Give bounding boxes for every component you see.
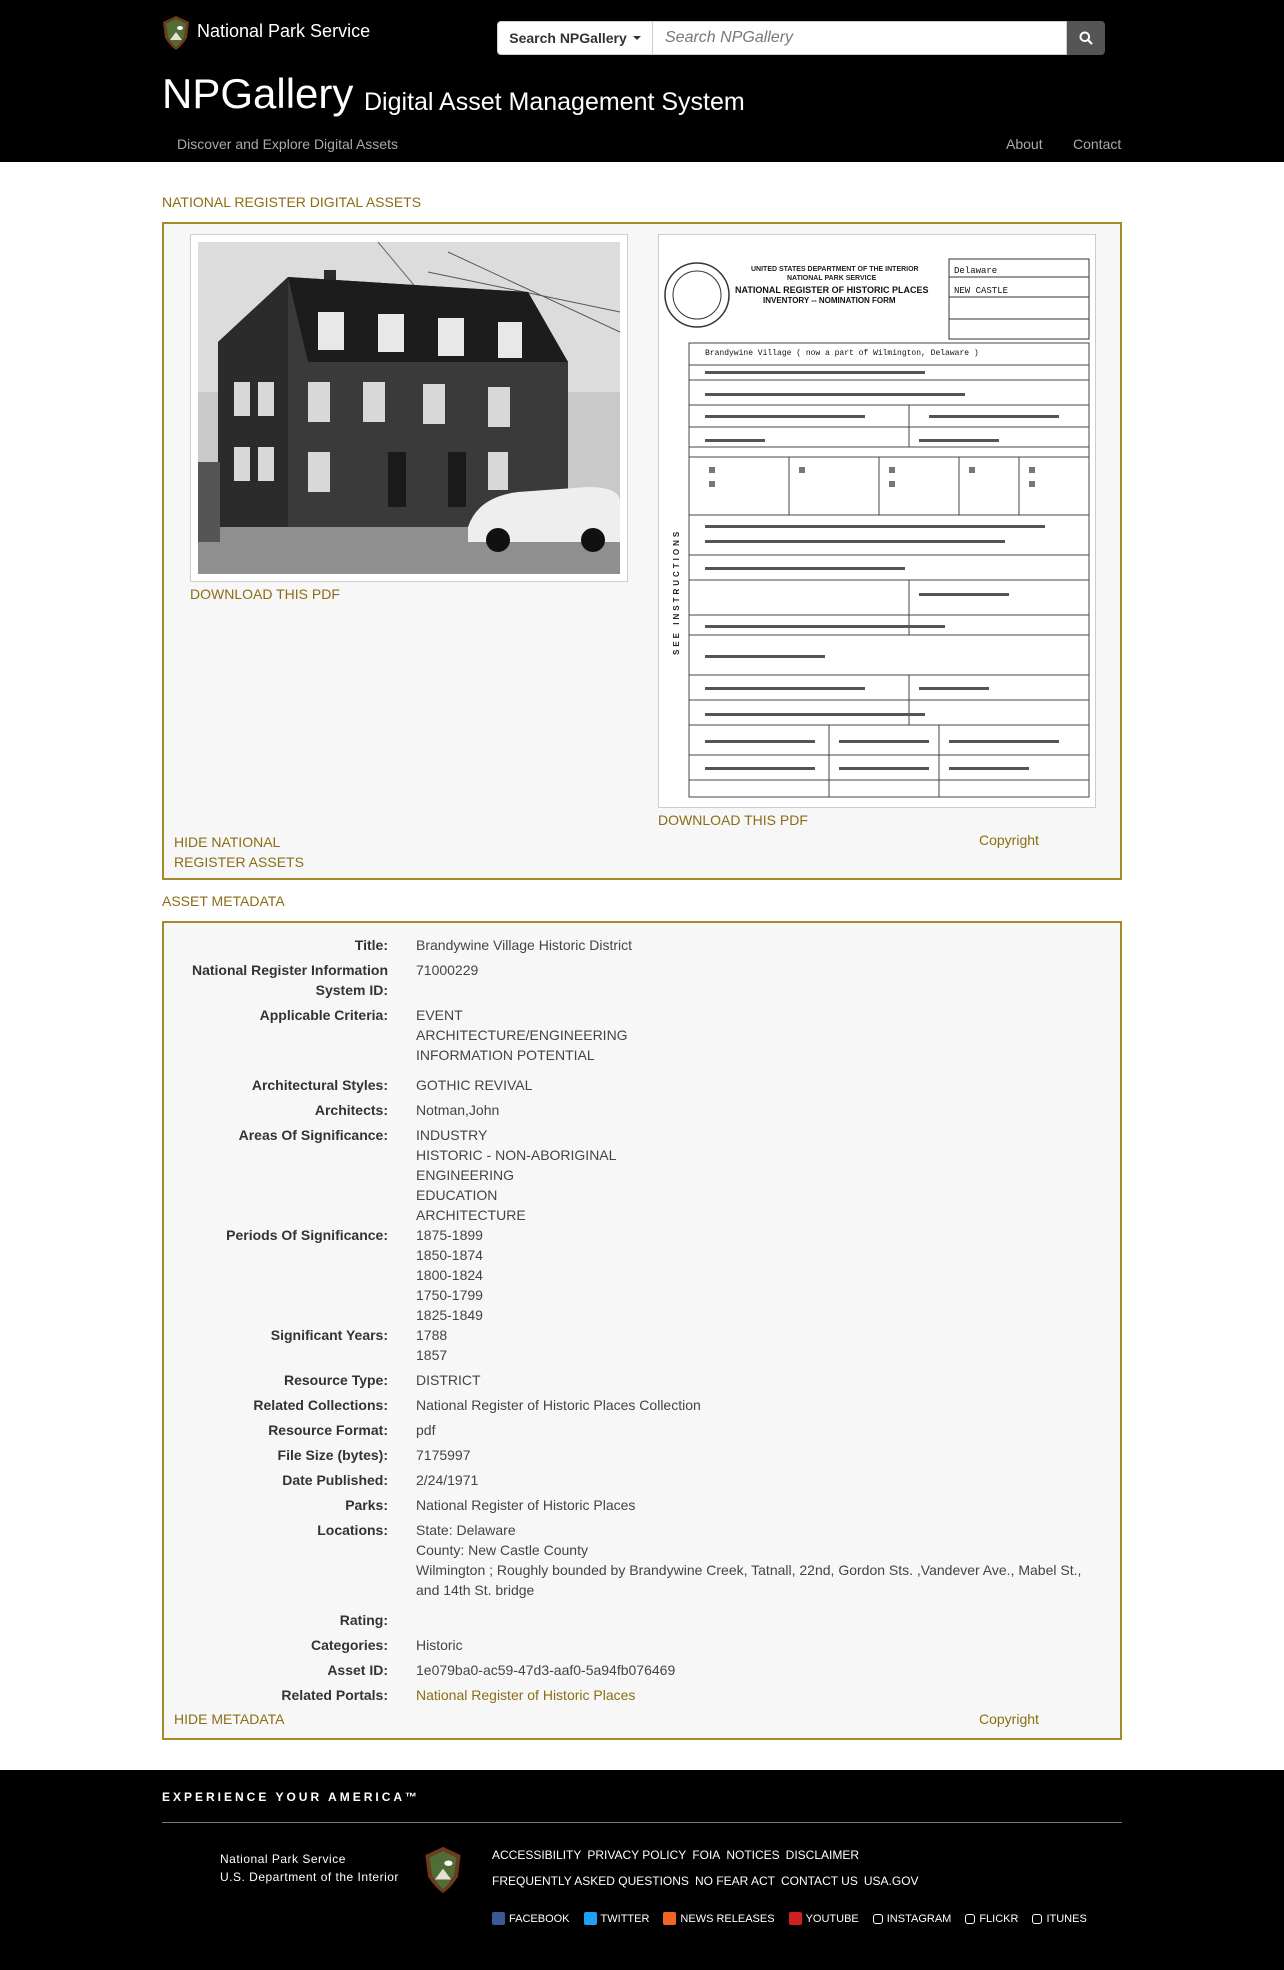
metadata-label: Locations: — [317, 1522, 388, 1538]
doc-state-value: Delaware — [954, 266, 998, 276]
metadata-value — [416, 1495, 1106, 1515]
social-label: FLICKR — [979, 1912, 1019, 1925]
metadata-value-line: pdf — [416, 1422, 436, 1438]
metadata-label: Periods Of Significance: — [226, 1227, 388, 1243]
search-input[interactable] — [653, 21, 1067, 55]
footer-link-no-fear-act[interactable]: NO FEAR ACT — [694, 1874, 775, 1888]
social-label: ITUNES — [1046, 1912, 1087, 1925]
hide-assets-line1: HIDE NATIONAL — [174, 834, 281, 850]
doc-heading-3: NATIONAL REGISTER OF HISTORIC PLACES — [735, 285, 929, 295]
metadata-label: Categories: — [310, 1637, 388, 1653]
metadata-value-line: EVENT — [416, 1007, 463, 1023]
metadata-value-line: 1875-1899 — [416, 1227, 483, 1243]
footer-link-privacy-policy[interactable]: PRIVACY POLICY — [587, 1848, 687, 1862]
metadata-value — [416, 1520, 1106, 1600]
metadata-label: Title: — [354, 937, 388, 953]
metadata-value — [416, 1005, 1106, 1065]
nav-contact-link[interactable]: Contact — [1073, 136, 1122, 152]
social-link-news-releases[interactable] — [663, 1912, 774, 1925]
footer-link-disclaimer[interactable]: DISCLAIMER — [785, 1848, 860, 1862]
metadata-value-line: 7175997 — [416, 1447, 471, 1463]
social-link-flickr[interactable] — [965, 1912, 1018, 1925]
metadata-row — [164, 1495, 1120, 1515]
metadata-value — [416, 1420, 1106, 1440]
social-label: FACEBOOK — [509, 1912, 570, 1925]
metadata-value — [416, 1225, 1106, 1325]
search-bar — [497, 21, 1105, 55]
brand-title[interactable]: NPGallery — [162, 70, 354, 117]
metadata-label: Areas Of Significance: — [238, 1127, 388, 1143]
metadata-value — [416, 1685, 1106, 1705]
social-label: TWITTER — [600, 1912, 650, 1925]
social-label: YOUTUBE — [805, 1912, 859, 1925]
assets-section-title: NATIONAL REGISTER DIGITAL ASSETS — [162, 194, 422, 210]
related-portal-link[interactable]: National Register of Historic Places — [416, 1687, 636, 1703]
twitter-icon — [584, 1912, 597, 1925]
search-scope-label: Search NPGallery — [509, 30, 627, 46]
doc-heading-4: INVENTORY -- NOMINATION FORM — [763, 296, 896, 305]
metadata-value — [416, 1635, 1106, 1655]
metadata-label: Date Published: — [282, 1472, 388, 1488]
metadata-label: Architects: — [314, 1102, 388, 1118]
metadata-label: Significant Years: — [270, 1327, 388, 1343]
metadata-value — [416, 1125, 1106, 1225]
doc-heading-2: NATIONAL PARK SERVICE — [787, 275, 877, 282]
footer-link-contact-us[interactable]: CONTACT US — [780, 1874, 858, 1888]
metadata-value — [416, 1075, 1106, 1095]
metadata-label: Architectural Styles: — [251, 1077, 388, 1093]
footer-link-usa-gov[interactable]: USA.GOV — [863, 1874, 919, 1888]
metadata-row — [164, 1685, 1120, 1705]
metadata-value-line: 71000229 — [416, 962, 479, 978]
download-photo-pdf-link[interactable]: DOWNLOAD THIS PDF — [190, 586, 340, 602]
doc-heading-1: UNITED STATES DEPARTMENT OF THE INTERIOR — [751, 266, 919, 273]
caret-down-icon — [633, 36, 641, 40]
footer-divider — [162, 1822, 1122, 1823]
metadata-value-line: DISTRICT — [416, 1372, 481, 1388]
facebook-icon — [492, 1912, 505, 1925]
search-icon — [1079, 31, 1093, 45]
metadata-value-line: State: Delaware — [416, 1522, 516, 1538]
footer-tagline: EXPERIENCE YOUR AMERICA™ — [162, 1790, 421, 1804]
metadata-value-line: 1825-1849 — [416, 1307, 483, 1323]
metadata-label: Applicable Criteria: — [259, 1007, 388, 1023]
itunes-icon — [1032, 1914, 1042, 1924]
metadata-row — [164, 1445, 1120, 1465]
metadata-value-line: INDUSTRY — [416, 1127, 488, 1143]
footer-link-accessibility[interactable]: ACCESSIBILITY — [492, 1848, 582, 1862]
metadata-value-line: Historic — [416, 1637, 463, 1653]
social-links — [492, 1912, 1087, 1925]
metadata-row — [164, 1470, 1120, 1490]
footer-nps-arrowhead-icon — [424, 1846, 462, 1894]
metadata-label: Resource Format: — [268, 1422, 388, 1438]
metadata-value-line: EDUCATION — [416, 1187, 498, 1203]
metadata-value-line: National Register of Historic Places — [416, 1497, 636, 1513]
metadata-value-line: 1800-1824 — [416, 1267, 483, 1283]
metadata-value — [416, 1100, 1106, 1120]
metadata-section-title: ASSET METADATA — [162, 893, 285, 909]
metadata-value-line: ARCHITECTURE/ENGINEERING — [416, 1027, 628, 1043]
assets-copyright-link[interactable]: Copyright — [979, 832, 1039, 848]
social-link-facebook[interactable] — [492, 1912, 570, 1925]
metadata-label: Parks: — [345, 1497, 388, 1513]
metadata-row — [164, 1660, 1120, 1680]
social-link-twitter[interactable] — [584, 1912, 650, 1925]
footer-org-line2: U.S. Department of the Interior — [220, 1870, 399, 1884]
metadata-panel — [162, 921, 1122, 1740]
metadata-value-line: 1857 — [416, 1347, 448, 1363]
metadata-row — [164, 1005, 1120, 1063]
metadata-value-line: Notman,John — [416, 1102, 500, 1118]
footer-org-line1: National Park Service — [220, 1852, 346, 1866]
social-link-itunes[interactable] — [1032, 1912, 1086, 1925]
photo-thumbnail[interactable] — [190, 234, 628, 582]
instagram-icon — [873, 1914, 883, 1924]
hide-metadata-link[interactable]: HIDE METADATA — [174, 1711, 285, 1727]
metadata-value — [416, 1660, 1106, 1680]
metadata-row — [164, 1325, 1120, 1363]
metadata-row — [164, 1520, 1120, 1598]
metadata-row — [164, 1395, 1120, 1415]
metadata-value-line: GOTHIC REVIVAL — [416, 1077, 533, 1093]
site-header — [0, 0, 1284, 162]
metadata-value-line: HISTORIC - NON-ABORIGINAL — [416, 1147, 617, 1163]
metadata-label: Related Portals: — [281, 1687, 388, 1703]
metadata-value-line: 2/24/1971 — [416, 1472, 479, 1488]
metadata-value — [416, 1445, 1106, 1465]
footer-link-foia[interactable]: FOIA — [692, 1848, 721, 1862]
metadata-label: National Register Information System ID: — [191, 962, 388, 998]
footer-org-block — [220, 1850, 399, 1886]
metadata-row — [164, 1075, 1120, 1095]
metadata-row — [164, 1420, 1120, 1440]
footer-links-row2 — [492, 1874, 925, 1888]
metadata-row — [164, 1125, 1120, 1223]
youtube-icon — [789, 1912, 802, 1925]
metadata-value-line: Wilmington ; Roughly bounded by Brandywine Creek, Tatnall, 22nd, Gordon Sts. ,Vandever Ave., Mabel St., and 14th St. bridge — [416, 1562, 1082, 1598]
download-doc-pdf-link[interactable]: DOWNLOAD THIS PDF — [658, 812, 808, 828]
nps-name-link[interactable]: National Park Service — [197, 21, 371, 41]
assets-panel — [162, 222, 1122, 880]
site-footer — [0, 1770, 1284, 1970]
metadata-value-line: National Register of Historic Places Collection — [416, 1397, 701, 1413]
metadata-value-line: INFORMATION POTENTIAL — [416, 1047, 595, 1063]
metadata-label: Resource Type: — [284, 1372, 388, 1388]
footer-link-frequently-asked-questions[interactable]: FREQUENTLY ASKED QUESTIONS — [492, 1874, 689, 1888]
doc-property-name: Brandywine Village ( now a part of Wilmington, Delaware ) — [705, 349, 979, 358]
house-photo — [198, 242, 620, 574]
metadata-copyright-link[interactable]: Copyright — [979, 1711, 1039, 1727]
hide-assets-line2: REGISTER ASSETS — [174, 854, 304, 870]
metadata-row — [164, 935, 1120, 955]
metadata-value-line: 1850-1874 — [416, 1247, 483, 1263]
social-label: NEWS RELEASES — [680, 1912, 775, 1925]
metadata-value-line: 1e079ba0-ac59-47d3-aaf0-5a94fb076469 — [416, 1662, 676, 1678]
metadata-row — [164, 960, 1120, 1000]
metadata-value — [416, 935, 1106, 955]
flickr-icon — [965, 1914, 975, 1924]
metadata-label: Asset ID: — [327, 1662, 388, 1678]
metadata-row — [164, 1610, 1120, 1630]
metadata-value — [416, 1370, 1106, 1390]
metadata-value-line: 1750-1799 — [416, 1287, 483, 1303]
footer-link-notices[interactable]: NOTICES — [726, 1848, 780, 1862]
doc-side-label: SEE INSTRUCTIONS — [672, 528, 681, 655]
doc-county-value: NEW CASTLE — [954, 286, 1009, 296]
social-link-instagram[interactable] — [873, 1912, 952, 1925]
metadata-value-line: Brandywine Village Historic District — [416, 937, 633, 953]
social-label: INSTAGRAM — [886, 1912, 952, 1925]
metadata-label: Related Collections: — [253, 1397, 388, 1413]
metadata-row — [164, 1225, 1120, 1323]
rss-icon — [663, 1912, 676, 1925]
metadata-value — [416, 960, 1106, 980]
search-scope-dropdown[interactable] — [497, 21, 653, 55]
nps-arrowhead-logo-icon[interactable] — [162, 16, 190, 50]
search-submit-button[interactable] — [1067, 21, 1105, 55]
metadata-value — [416, 1470, 1106, 1490]
footer-links-row1 — [492, 1848, 865, 1862]
metadata-value-line: County: New Castle County — [416, 1542, 588, 1558]
nomination-form-document — [659, 235, 1096, 808]
nav-about-link[interactable]: About — [1006, 136, 1043, 152]
metadata-row — [164, 1100, 1120, 1120]
hide-register-assets-link[interactable] — [174, 832, 304, 872]
metadata-label: Rating: — [339, 1612, 388, 1628]
nav-tagline[interactable]: Discover and Explore Digital Assets — [177, 136, 398, 152]
brand-subtitle: Digital Asset Management System — [364, 88, 745, 116]
metadata-label: File Size (bytes): — [277, 1447, 388, 1463]
nomination-form-thumbnail[interactable] — [658, 234, 1096, 808]
metadata-value-line: ARCHITECTURE — [416, 1207, 526, 1223]
social-link-youtube[interactable] — [789, 1912, 859, 1925]
metadata-value-line: 1788 — [416, 1327, 448, 1343]
metadata-value — [416, 1395, 1106, 1415]
metadata-value-line: ENGINEERING — [416, 1167, 515, 1183]
metadata-value — [416, 1325, 1106, 1365]
metadata-row — [164, 1370, 1120, 1390]
metadata-row — [164, 1635, 1120, 1655]
